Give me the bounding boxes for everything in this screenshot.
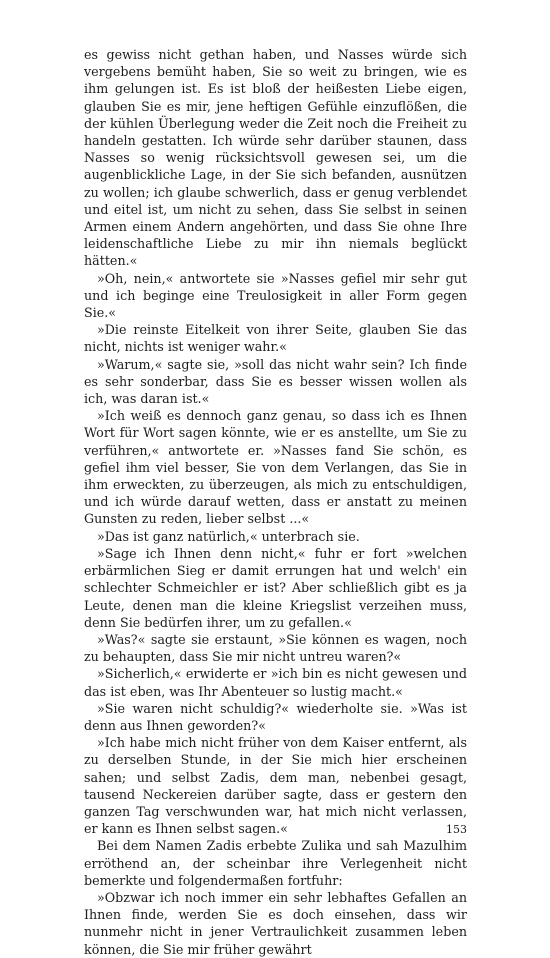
book-page-text: [84, 46, 467, 958]
paragraph: »Sie waren nicht schuldig?« wiederholte sie. »Was ist denn aus Ihnen geworden?«: [84, 700, 467, 733]
paragraph-continuation: es gewiss nicht gethan haben, und Nasses würde sich vergebens bemüht haben, Sie so weit zu bringen, wie es ihm gelungen ist. Es ist bloß der heißesten Liebe eigen, glauben Sie es mir, jene heftigen Gefühle einzuflößen, die der kühlen Überlegung weder die Zeit noch die Freiheit zu handeln gestatten. Ich würde sehr darüber staunen, dass Nasses so wenig rücksichtsvoll gewesen sei, um die augenblickliche Lage, in der Sie sich befanden, ausnützen zu wollen; ich glaube schwerlich, dass er genug verblendet und eitel ist, um nicht zu sehen, dass Sie selbst in seinen Armen einem Andern angehörten, und dass Sie ohne Ihre leidenschaftliche Liebe zu mir ihn niemals beglückt hätten.«: [84, 47, 467, 269]
paragraph: »Obzwar ich noch immer ein sehr lebhaftes Gefallen an Ihnen finde, werden Sie es doch einsehen, dass wir nunmehr nicht in jener Vertraulichkeit zusammen leben können, die Sie mir früher gewährt: [84, 889, 467, 957]
page-number: 153: [446, 823, 467, 836]
paragraph: »Das ist ganz natürlich,« unterbrach sie.: [97, 528, 360, 544]
paragraph: »Warum,« sagte sie, »soll das nicht wahr sein? Ich finde es sehr sonderbar, dass Sie es besser wissen wollen als ich, was daran ist.«: [84, 356, 467, 407]
paragraph: »Ich weiß es dennoch ganz genau, so dass ich es Ihnen Wort für Wort sagen könnte, wie er es anstellte, um Sie zu verführen,« antwortete er. »Nasses fand Sie schön, es gefiel ihm viel besser, Sie von dem Verlangen, das Sie in ihm erweckten, zu überzeugen, als mich zu entschuldigen, und ich würde darauf wetten, dass er anstatt zu meinen Gunsten zu reden, lieber selbst ...«: [84, 408, 467, 527]
paragraph: »Die reinste Eitelkeit von ihrer Seite, glauben Sie das nicht, nichts ist weniger wahr.«: [84, 322, 467, 355]
paragraph: »Sage ich Ihnen denn nicht,« fuhr er fort »welchen erbärmlichen Sieg er damit errungen hat und welch' ein schlechter Schmeichler er ist? Aber schließlich gibt es ja Leute, denen man die kleine Kriegslist verzeihen muss, denn Sie bedürfen ihrer, um zu gefallen.«: [84, 545, 467, 630]
paragraph: »Sicherlich,« erwiderte er »ich bin es nicht gewesen und das ist eben, was Ihr Abenteuer so lustig macht.«: [84, 666, 467, 699]
paragraph: Bei dem Namen Zadis erbebte Zulika und sah Mazulhim erröthend an, der scheinbar ihre Verlegenheit nicht bemerkte und folgendermaßen fortfuhr:: [84, 838, 467, 888]
paragraph: »Ich habe mich nicht früher von dem Kaiser entfernt, als zu derselben Stunde, in der Sie mich hier erscheinen sahen; und selbst Zadis, dem man, nebenbei gesagt, tausend Neckereien darüber sagte, dass er gestern den ganzen Tag verschwunden war, hat mich nicht verlassen, er kann es Ihnen selbst sagen.«: [84, 735, 467, 837]
paragraph: »Was?« sagte sie erstaunt, »Sie können es wagen, noch zu behaupten, dass Sie mir nicht untreu waren?«: [84, 631, 467, 665]
paragraph: »Oh, nein,« antwortete sie »Nasses gefiel mir sehr gut und ich beginge eine Treulosigkeit in aller Form gegen Sie.«: [84, 270, 467, 321]
